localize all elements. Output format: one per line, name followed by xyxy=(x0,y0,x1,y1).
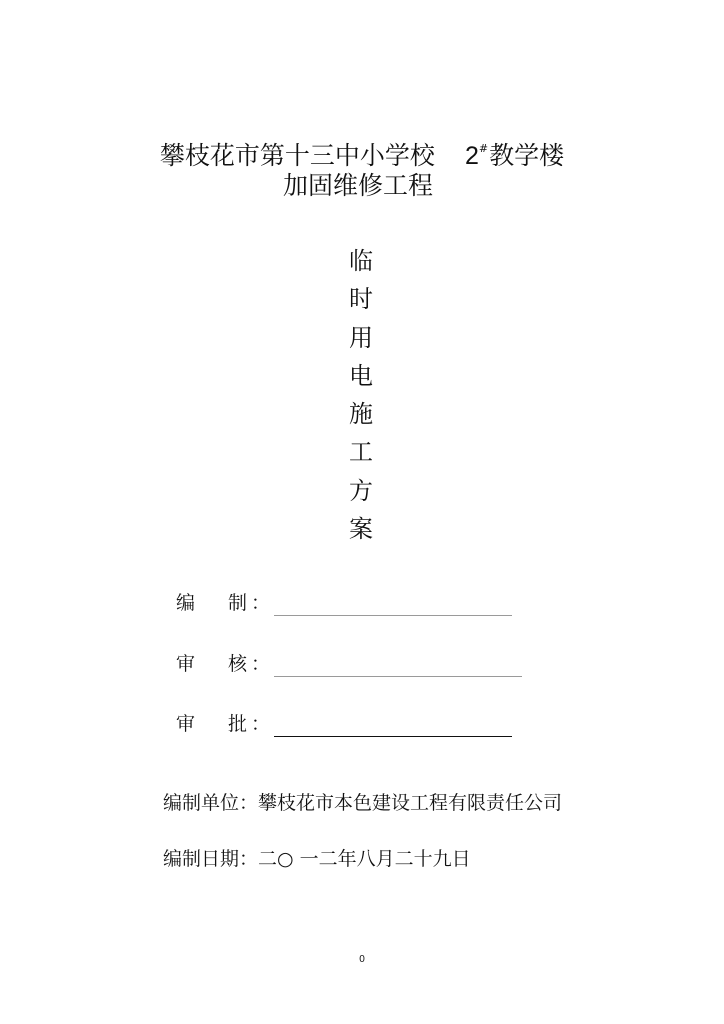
building-name: 教学楼 xyxy=(489,141,565,170)
page-number: 0 xyxy=(359,954,365,965)
signature-colon: ： xyxy=(251,713,271,735)
plan-title-vertical xyxy=(344,246,378,552)
signature-label-char: 审 xyxy=(176,653,196,675)
signature-label-char: 批 xyxy=(228,713,248,735)
signature-label-char: 审 xyxy=(176,713,196,735)
plan-title-char: 用 xyxy=(349,323,373,352)
plan-title-char: 案 xyxy=(349,515,373,544)
reviewed-by-signature-line xyxy=(274,676,522,677)
signature-colon: ： xyxy=(251,592,271,614)
building-number-mark: # xyxy=(478,142,489,155)
approved-by-signature-line xyxy=(274,736,512,737)
prepared-by-signature-line xyxy=(274,615,512,616)
project-title-line2: 加固维修工程 xyxy=(282,171,433,200)
building-number: 2 xyxy=(464,142,479,170)
plan-title-char: 施 xyxy=(349,400,373,429)
project-title-line1 xyxy=(0,133,724,172)
plan-title-char: 时 xyxy=(349,285,373,314)
school-name: 攀枝花市第十三中小学校 xyxy=(159,141,435,170)
signature-label-char: 编 xyxy=(176,592,196,614)
signature-label-char: 核 xyxy=(228,653,248,675)
plan-title-char: 工 xyxy=(349,438,373,467)
plan-title-char: 临 xyxy=(349,247,373,275)
signature-label-char: 制 xyxy=(228,592,248,614)
signature-colon: ： xyxy=(251,653,271,675)
plan-title-char: 方 xyxy=(349,476,373,505)
plan-title-char: 电 xyxy=(349,361,373,390)
preparing-unit: 编制单位：攀枝花市本色建设工程有限责任公司 xyxy=(163,792,563,814)
preparation-date: 编制日期：二○ 一二年八月二十九日 xyxy=(163,848,471,870)
